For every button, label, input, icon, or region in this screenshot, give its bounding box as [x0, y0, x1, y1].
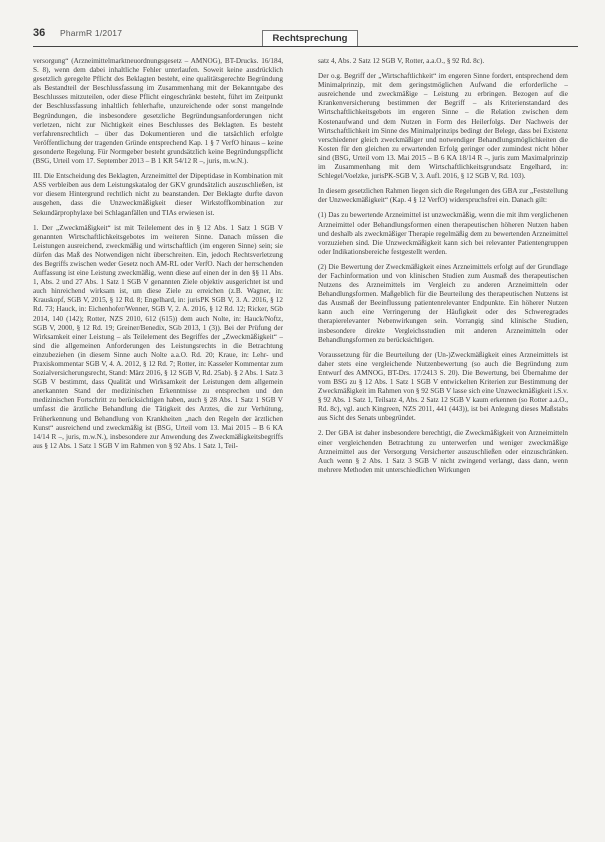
paragraph: versorgung“ (Arzneimittelmarktneuordnungsgesetz – AMNOG), BT-Drucks. 16/184, S. 8), wenn dem dabei inhaltliche Fehler unterlaufen. Soweit keine ausdrücklich gesetzlich geregelte Pflicht des Beklagten besteht, eine qualitätsgerechte Begründung als Bestandteil der Beschlussfassung im Zusammenhang mit der Bekanntgabe des Beschlusses mitzuteilen, oder diese Pflicht eingeschränkt besteht, führt im Zeitpunkt der Beschlussfassung inhaltlich fehlerhafte, unzureichende oder sonst mangelnde Begründungen, die insbesondere gesetzliche Begründungsanforderungen nicht verletzen, nicht zur Nichtigkeit eines Beschlusses des Beklagten. Es besteht verfahrensrechtlich – über das Dokumentieren und die tatsächlich erfolgte Veröffentlichung der tragenden Gründe entsprechend Kap. 1 § 7 VerfO hinaus – keine gesonderte Regelung. Für Normgeber besteht grundsätzlich keine Begründungspflicht (BSG, Urteil vom 17. September 2013 – B 1 KR 54/12 R –, juris, m.w.N.). — [33, 57, 283, 166]
paragraph: (2) Die Bewertung der Zweckmäßigkeit eines Arzneimittels erfolgt auf der Grundlage der Fachinformation und von klinischen Studien zum Ausmaß des therapeutischen Nutzens des Arzneimittels im Vergleich zu anderen Arzneimitteln oder Behandlungsformen. Maßgeblich für die Beurteilung des therapeutischen Nutzens ist das Ausmaß der Beeinflussung patientenrelevanter Endpunkte. Ein höherer Nutzen kann auch eine Verringerung der Häufigkeit oder des Schweregrades therapierelevanter Nebenwirkungen sein. Vorrangig sind klinische Studien, insbesondere direkte Vergleichsstudien mit anderen Arzneimitteln oder Behandlungsformen zu berücksichtigen. — [318, 262, 568, 344]
page-number: 36 — [33, 27, 46, 39]
page-header — [0, 0, 605, 52]
paragraph: (1) Das zu bewertende Arzneimittel ist unzweckmäßig, wenn die mit ihm verglichenen Arzneimittel oder Behandlungsformen einen therapeutischen höheren Nutzen haben und deshalb als zweckmäßiger Therapie regelmäßig dem zu bewertenden Arzneimittel vorzuziehen sind. Die Unzweckmäßigkeit kann sich bei relevanter Patientengruppen oder Indikationsbereiche festgestellt werden. — [318, 211, 568, 256]
paragraph: In diesem gesetzlichen Rahmen liegen sich die Regelungen des GBA zur „Feststellung der Unzweckmäßigkeit“ (Kap. 4 § 12 VerfO) widerspruchsfrei ein. Danach gilt: — [318, 187, 568, 205]
header-rule — [33, 46, 578, 47]
journal-reference: PharmR 1/2017 — [60, 28, 123, 38]
section-label: Rechtsprechung — [262, 30, 358, 47]
paragraph: 2. Der GBA ist daher insbesondere berechtigt, die Zweckmäßigkeit von Arzneimitteln einer vergleichenden Betrachtung zu unterwerfen und weniger zweckmäßige Arzneimittel aus der Versorgung Versicherter auszuschließen oder einzuschränken. Auch wenn § 2 Abs. 1 Satz 3 SGB V nicht zwingend verlangt, dass dann, wenn mehrere Methoden mit unterschiedlichen Wirkungen — [318, 429, 568, 474]
paragraph: Voraussetzung für die Beurteilung der (Un-)Zweckmäßigkeit eines Arzneimittels ist daher stets eine vergleichende Nutzenbewertung (so auch die Begründung zum Entwurf des AMNOG, BT-Drs. 17/2413 S. 20). Die Bewertung, bei Übernahme der vom BSG zu § 12 Abs. 1 Satz 1 SGB V entwickelten Kriterien zur Bestimmung der Zweckmäßigkeit im Rahmen von § 92 SGB V lasse sich eine Unzweckmäßigkeit i.S.v. § 92 Abs. 1 Satz 1, Teilsatz 4, Abs. 2 Satz 12 SGB V kaum erkennen (so Rotter a.a.O., Rd. 8c), vgl. auch Kingreen, NZS 2011, 441 (443)), ist bei Anlegung dieses Maßstabs aus Sicht des Senats unbegründet. — [318, 350, 568, 423]
paragraph: III. Die Entscheidung des Beklagten, Arzneimittel der Dipeptidase in Kombination mit ASS verbleiben aus dem Leistungskatalog der GKV grundsätzlich auszuschließen, ist vor diesem Hintergrund rechtlich nicht zu beanstanden. Der Beklagte durfte davon ausgehen, dass die Unzweckmäßigkeit dieser Wirkstoffkombination zur Sekundärprophylaxe bei Schlaganfällen und TIAs erwiesen ist. — [33, 172, 283, 217]
right-column — [318, 57, 568, 832]
paragraph: 1. Der „Zweckmäßigkeit“ ist mit Teilelement des in § 12 Abs. 1 Satz 1 SGB V genannten Wirtschaftlichkeitsgebotes im weiteren Sinne. Danach müssen die Leistungen ausreichend, zweckmäßig und wirtschaftlich (im engeren Sinne) sein; sie dürfen das Maß des Notwendigen nicht überschreiten. Ein, jedoch Rechtsverletzung des Begriffs zwischen weder Gesetz noch AM-RL oder VerfO. Nach der herrschenden Auffassung ist eine Leistung zweckmäßig, wenn diese auf einen der in den §§ 11 Abs. 1, Abs. 2 und 27 Abs. 1 Satz 1 SGB V genannten Ziele objektiv ausgerichtet ist und auch hinreichend wirksam ist, um diese Ziele zu erreichen (z.B. Wagner, in: Krauskopf, SGB V, 2015, § 12 Rd. 8; Engelhard, in: jurisPK SGB V, 3. A. 2016, § 12 Rd. 73; Hauck, in: Eichenhofer/Wenner, SGB V, 2. A. 2016, § 12 Rd. 12; Ricker, SGb 2014, 140 (142); Rotter, NZS 2010, 612 (615)) dem auch Nolte, in: Hauck/Noftz, SGB V, 2000, § 12 Rd. 19; Greiner/Benedix, SGb 2013, 1 (3)). Bei der Prüfung der Wirksamkeit einer Leistung – als Teilelement des Begriffes der „Zweckmäßigkeit“ – sind die allgemeinen Anforderungen des Leistungsrechts in die Betrachtung einzubeziehen (in diesem Sinne auch Nolte a.a.O. Rd. 20; Kraue, in: Lehr- und Praxiskommentar SGB V, 4. A. 2012, § 12 Rd. 7; Rotter, in: Kasseler Kommentar zum Sozialversicherungsrecht, Stand: März 2016, § 12 SGB V, Rd. 25ab). § 2 Abs. 1 Satz 3 SGB V bestimmt, dass Qualität und Wirksamkeit der Leistungen dem allgemein anerkannten Stand der medizinischen Erkenntnisse zu entsprechen und den medizinischen Fortschritt zu berücksichtigen haben, auch § 28 Abs. 1 Satz 1 SGB V umfasst die ärztliche Behandlung die Tätigkeit des Arztes, die zur Verhütung, Früherkennung und Behandlung von Krankheiten „nach den Regeln der ärztlichen Kunst“ ausreichend und zweckmäßig ist (BSG, Urteil vom 13. Mai 2015 – B 6 KA 14/14 R –, juris, m.w.N.), insbesondere zur Anwendung des Zweckmäßigkeitsbegriffs aus § 12 Abs. 1 Satz 1 SGB V im Rahmen von § 92 Abs. 1 Satz 1, Teil- — [33, 223, 283, 450]
left-column — [33, 57, 283, 832]
paragraph: Der o.g. Begriff der „Wirtschaftlichkeit“ im engeren Sinne fordert, entsprechend dem Minimalprinzip, mit dem geringstmöglichen Aufwand die erforderliche – ausreichende und zweckmäßige – Leistung zu erbringen. Bezogen auf die Krankenversicherung bestimmen der Begriff – als Kriterienstandard des Wirtschaftlichkeitsgebots im engeren Sinne – die Relation zwischen dem Kostenaufwand und dem Nutzen in Form des Heilerfolgs. Der Nachweis der Wirtschaftlichkeit im Sinne des Minimalprinzips bedingt der Belege, dass bei Existenz verschiedener gleich zweckmäßiger und notwendiger Behandlungsmöglichkeiten die Kosten für den gleichen zu erwartenden Erfolg geringer oder zumindest nicht höher sind (BSG, Urteil vom 13. Mai 2015 – B 6 KA 18/14 R –, juris zum Maximalprinzip im Zusammenhang mit dem Wirtschaftlichkeitsgrundsatz Engelhard, in: Schlegel/Voelzke, jurisPK-SGB V, 3. Aufl. 2016, § 12 SGB V, Rd. 103). — [318, 72, 568, 181]
paragraph: satz 4, Abs. 2 Satz 12 SGB V, Rotter, a.a.O., § 92 Rd. 8c). — [318, 57, 485, 65]
